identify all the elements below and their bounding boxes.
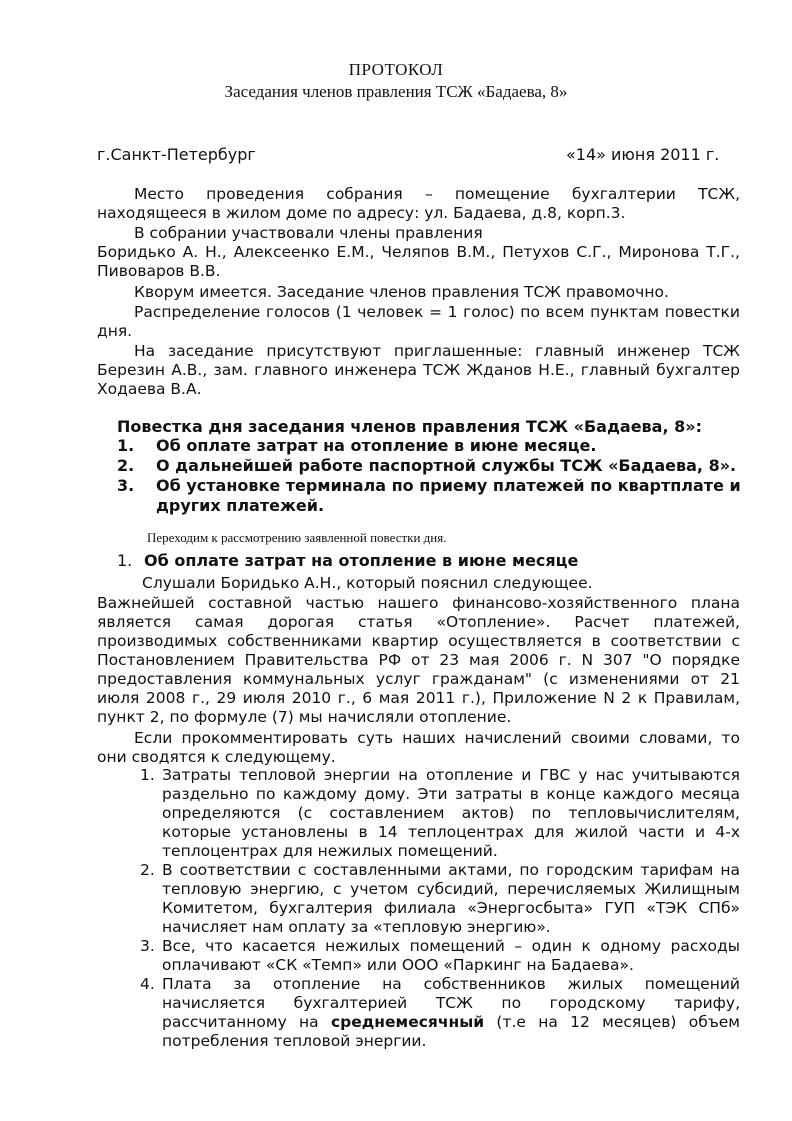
explanation-item: [140, 975, 740, 1051]
explanation-item-text: Все, что касается нежилых помещений – один к одному расходы оплачивают «СК «Темп» или ООО «Паркинг на Бадаева».: [162, 937, 740, 974]
emphasis-average-monthly: среднемесячный: [330, 1013, 485, 1031]
quorum-text: Кворум имеется. Заседание членов правления ТСЖ правомочно.: [134, 283, 669, 301]
document-subtitle: Заседания членов правления ТСЖ «Бадаева, 8»: [224, 82, 568, 101]
meeting-date: «14» июня 2011 г.: [566, 145, 720, 164]
agenda-item-number: 2.: [117, 456, 135, 475]
document-title: ПРОТОКОЛ: [348, 60, 444, 79]
explanation-item-number: 1.: [140, 766, 155, 784]
invited-paragraph: На заседание присутствуют приглашенные: главный инженер ТСЖ Березин А.В., зам. главного инженера ТСЖ Жданов Н.Е., главный бухгалтер Ходаева В.А.: [97, 342, 740, 398]
agenda-title: Повестка дня заседания членов правления ТСЖ «Бадаева, 8»:: [117, 417, 702, 436]
votes-paragraph: Распределение голосов (1 человек = 1 голос) по всем пунктам повестки дня.: [97, 303, 740, 340]
agenda-item-text: Об оплате затрат на отопление в июне месяце.: [156, 436, 597, 455]
agenda-item-number: 3.: [117, 476, 135, 495]
section-number: 1.: [117, 551, 133, 570]
explanation-list: [140, 766, 740, 1051]
participants-list: Боридько А. Н., Алексеенко Е.М., Челяпов В.М., Петухов С.Г., Миронова Т.Г., Пивоваров В.В.: [97, 243, 740, 280]
location-paragraph: Место проведения собрания – помещение бухгалтерии ТСЖ, находящееся в жилом доме по адресу: ул. Бадаева, д.8, корп.3.: [97, 185, 740, 222]
explanation-item-text-end: (т.е на 12 месяцев) объем потребления тепловой энергии.: [162, 1013, 740, 1050]
agenda-item: [117, 456, 742, 476]
agenda-item-text: Об установке терминала по приему платежей по квартплате и других платежей.: [156, 476, 741, 515]
agenda-item-text: О дальнейшей работе паспортной службы ТСЖ «Бадаева, 8».: [156, 456, 737, 475]
explanation-item-text: В соответствии с составленными актами, по городским тарифам на тепловую энергию, с учетом субсидий, перечисляемых Жилищным Комитетом, бухгалтерия филиала «Энергосбыта» ГУП «ТЭК СПб» начисляет нам оплату за «тепловую энергию».: [162, 861, 740, 936]
city: г.Санкт-Петербург: [97, 145, 256, 164]
section-title: Об оплате затрат на отопление в июне месяце: [144, 551, 579, 570]
heard-line: Слушали Боридько А.Н., который пояснил следующее.: [142, 574, 593, 592]
explanation-item-number: 4.: [140, 975, 155, 993]
explanation-item: [140, 766, 740, 861]
agenda-item: [117, 436, 742, 456]
section-paragraph-2: Если прокомментировать суть наших начислений своими словами, то они сводятся к следующему.: [97, 729, 740, 766]
explanation-item-text-start: Плата за отопление на собственников жилых помещений начисляется бухгалтерией ТСЖ по городскому тарифу, рассчитанному на: [162, 975, 740, 1031]
explanation-item: [140, 861, 740, 937]
explanation-item: [140, 937, 740, 975]
agenda-list: [117, 436, 742, 516]
transition-note: Переходим к рассмотрению заявленной повестки дня.: [147, 530, 447, 545]
explanation-item-number: 2.: [140, 861, 155, 879]
agenda-item: [117, 476, 742, 516]
participants-label: В собрании участвовали члены правления: [134, 224, 483, 242]
explanation-item-number: 3.: [140, 937, 155, 955]
section-paragraph-1: Важнейшей составной частью нашего финансово-хозяйственного плана является самая дорогая статья «Отопление». Расчет платежей, производимых собственниками квартир осуществляется в соответствии с Постановлением Правительства РФ от 23 мая 2006 г. N 307 "О порядке предоставления коммунальных услуг гражданам" (с изменениями от 21 июля 2008 г., 29 июля 2010 г., 6 мая 2011 г.), Приложение N 2 к Правилам, пункт 2, по формуле (7) мы начисляли отопление.: [97, 594, 740, 726]
explanation-item-text: Затраты тепловой энергии на отопление и ГВС у нас учитываются раздельно по каждому дому. Эти затраты в конце каждого месяца определяются (с составлением актов) по тепловычислителям, которые установлены в 14 теплоцентрах для жилой части и 4-х теплоцентрах для нежилых помещений.: [162, 766, 740, 860]
agenda-item-number: 1.: [117, 436, 135, 455]
